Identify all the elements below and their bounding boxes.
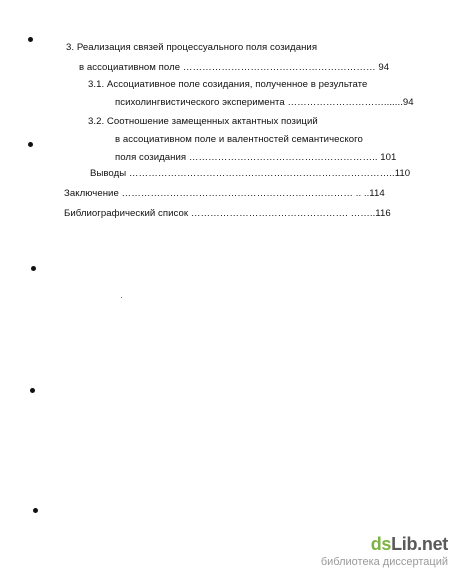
toc-entry-3-2-cont: в ассоциативном поле и валентностей семантического	[115, 134, 363, 145]
dslib-watermark	[320, 534, 448, 568]
toc-entry-3-2-title: 3.2. Соотношение замещенных актантных позиций	[88, 116, 318, 127]
toc-entry-section-3-page: в ассоциативном поле …………………………………………………… 94	[79, 62, 390, 73]
binder-hole-mark	[28, 37, 33, 42]
binder-hole-mark	[28, 142, 33, 147]
dslib-logo: dsLib.net	[370, 534, 448, 554]
toc-entry-3-1-title: 3.1. Ассоциативное поле созидания, полученное в результате	[88, 79, 368, 90]
binder-hole-mark	[33, 508, 38, 513]
toc-entry-bibliography: Библиографический список …………………………………………. ……..116	[64, 208, 391, 219]
toc-entry-summary: Заключение ……………………………………………………………… .. ..114	[64, 188, 385, 199]
binder-hole-mark	[30, 388, 35, 393]
toc-entry-3-2-page: поля созидания ………………………………………………….. 101	[115, 152, 397, 163]
toc-entry-section-3-title: 3. Реализация связей процессуального поля созидания	[66, 42, 318, 53]
toc-entry-conclusions: Выводы ………………………………………………………………………..110	[90, 168, 411, 179]
toc-entry-3-1-page: психолингвистического эксперимента ………………………….......94	[115, 97, 414, 108]
binder-hole-mark	[31, 266, 36, 271]
scan-speck	[121, 297, 122, 298]
dslib-subtitle: библиотека диссертаций	[320, 556, 448, 568]
